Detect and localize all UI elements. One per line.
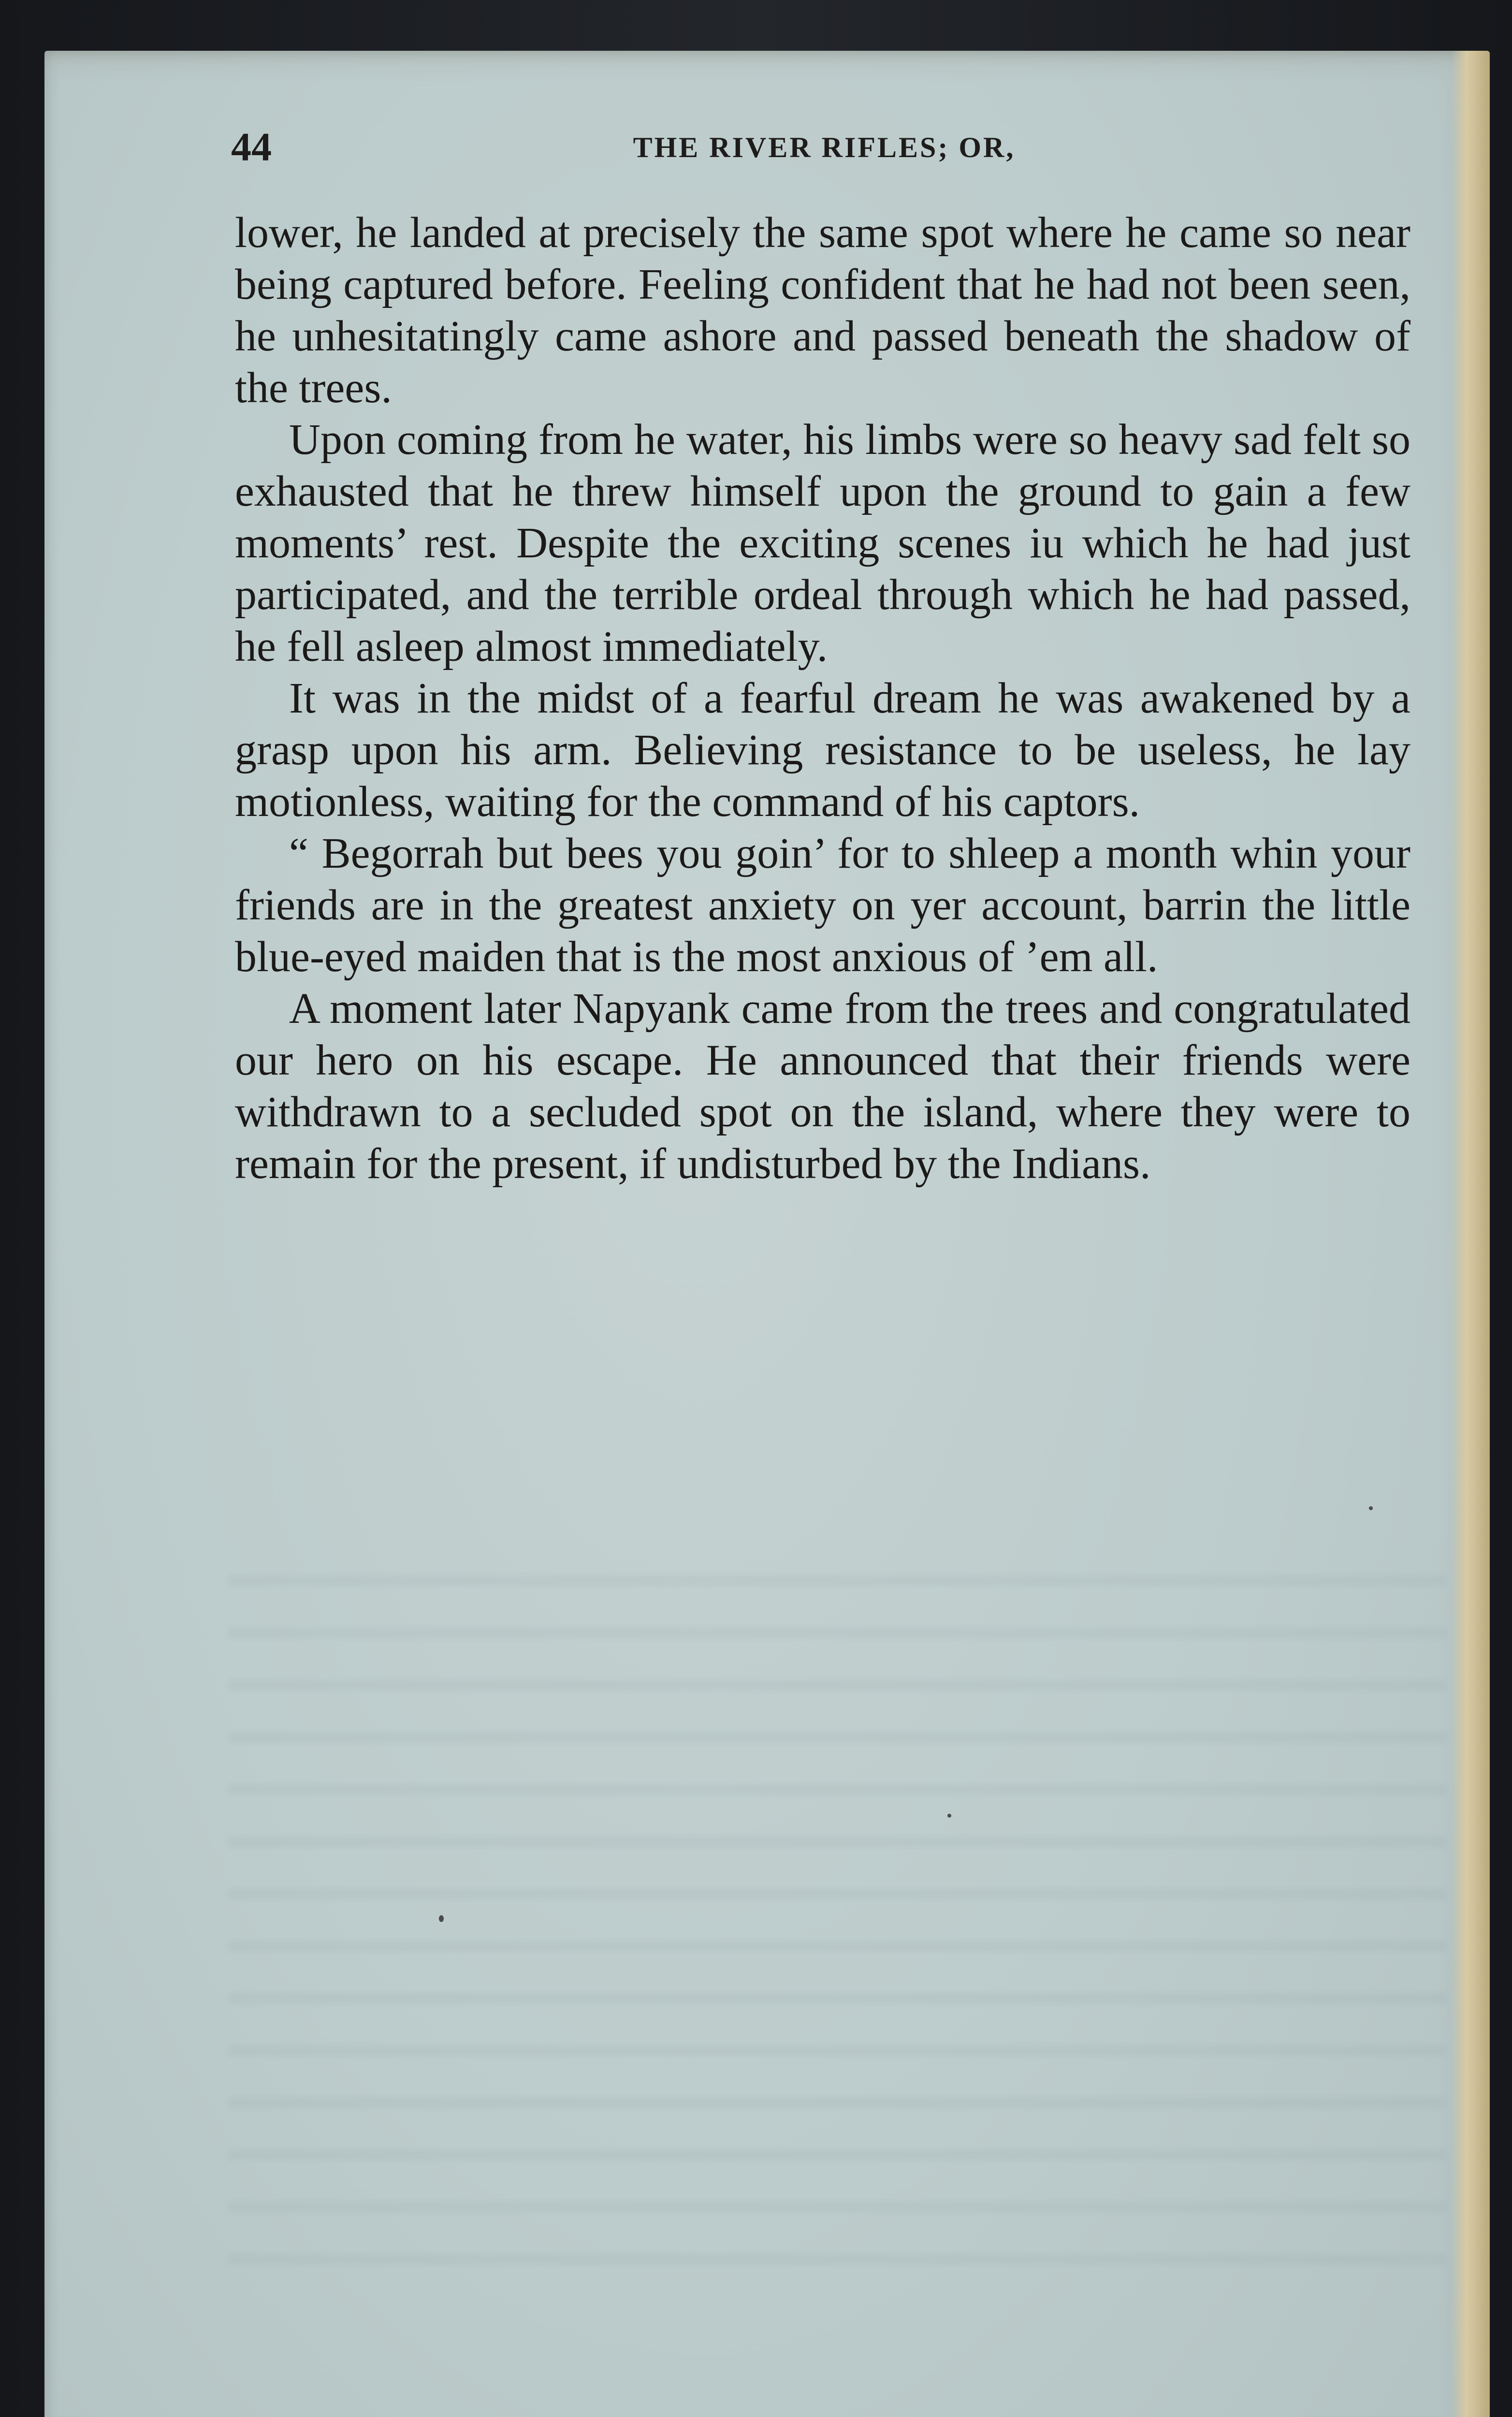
paragraph: “ Begorrah but bees you goin’ for to shleep a month whin your friends are in the greatest anxiety on yer account, barrin the little blue-eyed maiden that is the most anxious of ’em all. xyxy=(235,830,1410,981)
page-header xyxy=(227,121,1421,174)
paragraph: It was in the midst of a fearful dream he was awakened by a grasp upon his arm. Believing resistance to be useless, he lay motionless, waiting for the command of his captors. xyxy=(235,674,1410,826)
paragraph: Upon coming from he water, his limbs were so heavy sad felt so exhausted that he threw himself upon the ground to gain a few moments’ rest. Despite the exciting scenes iu which he had just participated, and the terrible ordeal through which he had passed, he fell asleep almost immediately. xyxy=(235,416,1410,670)
paragraph: A moment later Napyank came from the trees and congratulated our hero on his escape. He announced that their friends were withdrawn to a secluded spot on the island, where they were to remain for the present, if undisturbed by the Indians. xyxy=(235,985,1410,1188)
paper-speck xyxy=(947,1814,951,1818)
page-edge xyxy=(1451,51,1490,2417)
paragraph: lower, he landed at precisely the same spot where he came so near being captured before. Feeling confident that he had not been seen, he unhesitatingly came ashore and passed beneath the shadow of the trees. xyxy=(235,209,1410,412)
show-through-text xyxy=(228,1540,1446,2294)
paper-speck xyxy=(439,1915,444,1922)
paper-speck xyxy=(1369,1506,1373,1510)
page-number: 44 xyxy=(231,125,272,170)
running-head: THE RIVER RIFLES; OR, xyxy=(633,131,1016,163)
body-text xyxy=(235,207,1410,1190)
